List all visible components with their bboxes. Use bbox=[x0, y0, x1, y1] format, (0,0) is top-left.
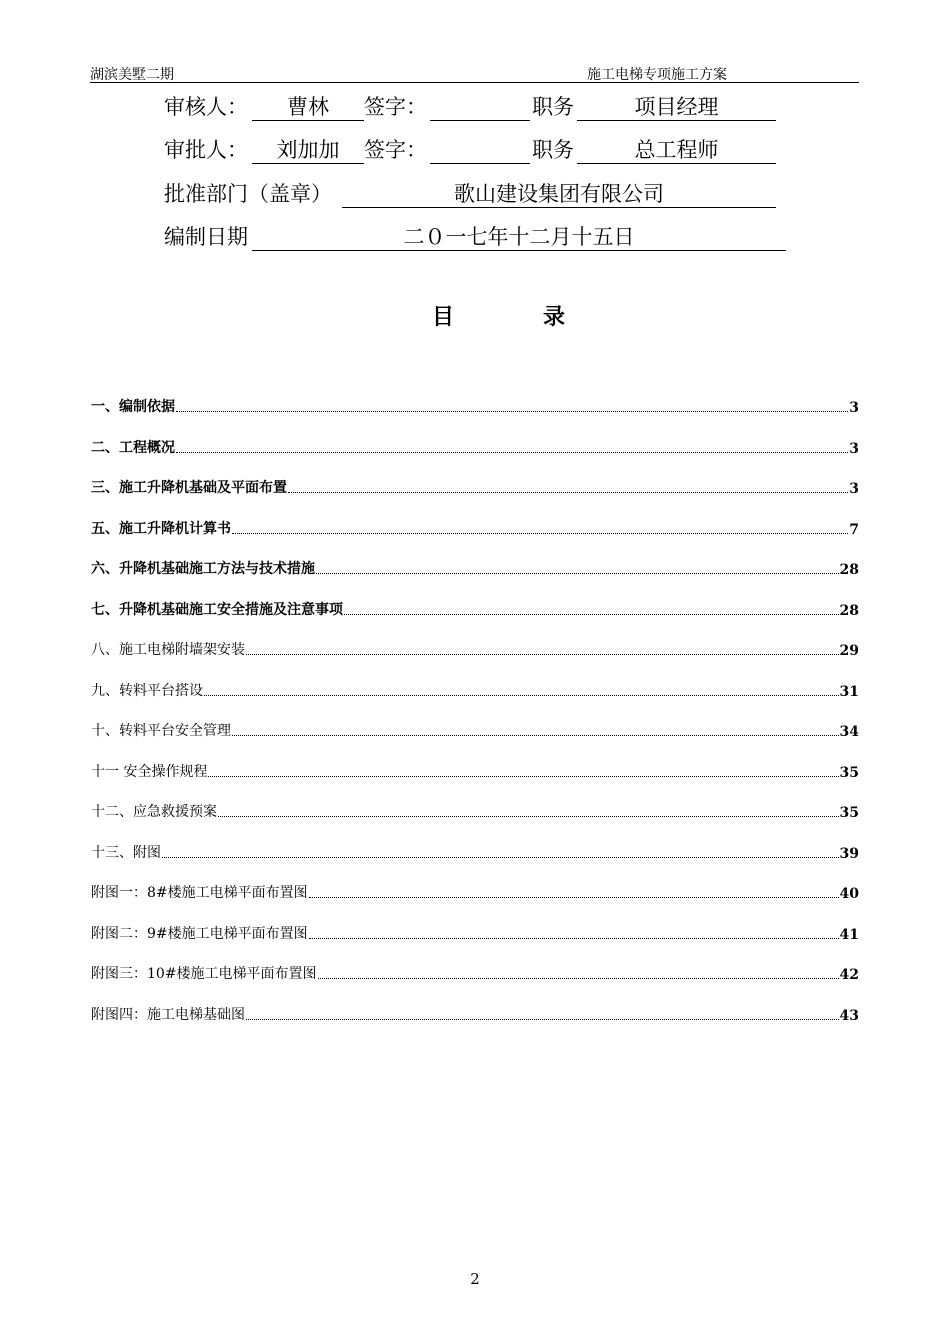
toc-entry-label: 三、施工升降机基础及平面布置 bbox=[91, 480, 287, 496]
toc-entry[interactable] bbox=[91, 963, 859, 983]
approver-position-label: 职务 bbox=[532, 138, 574, 162]
toc-entry[interactable] bbox=[91, 599, 859, 619]
approver-position: 总工程师 bbox=[577, 135, 776, 164]
header-rule bbox=[90, 82, 859, 83]
toc-leader-dots bbox=[204, 694, 839, 696]
toc-entry-page: 29 bbox=[839, 643, 859, 659]
toc-entry-label: 八、施工电梯附墙架安装 bbox=[91, 642, 245, 658]
page-header bbox=[90, 64, 858, 82]
toc-entry[interactable] bbox=[91, 882, 859, 902]
toc-entry-page: 31 bbox=[839, 684, 859, 700]
toc-leader-dots bbox=[316, 572, 839, 574]
toc-leader-dots bbox=[176, 410, 848, 412]
toc-entry[interactable] bbox=[91, 801, 859, 821]
toc-leader-dots bbox=[318, 977, 839, 979]
toc-leader-dots bbox=[309, 896, 839, 898]
header-document-title: 施工电梯专项施工方案 bbox=[587, 67, 727, 83]
toc-entry-page: 3 bbox=[849, 441, 859, 457]
toc-title-left: 目 bbox=[432, 304, 455, 330]
toc-entry-page: 40 bbox=[839, 886, 859, 902]
toc-entry-label: 附图二：9#楼施工电梯平面布置图 bbox=[91, 926, 308, 942]
toc-entry-label: 附图一：8#楼施工电梯平面布置图 bbox=[91, 885, 308, 901]
date-value: 二０一七年十二月十五日 bbox=[252, 222, 786, 251]
toc-entry-label: 五、施工升降机计算书 bbox=[91, 521, 231, 537]
toc-entry[interactable] bbox=[91, 720, 859, 740]
reviewer-sign-field bbox=[430, 92, 530, 121]
toc-entry[interactable] bbox=[91, 1004, 859, 1024]
toc-entry-page: 28 bbox=[839, 603, 859, 619]
toc-entry[interactable] bbox=[91, 558, 859, 578]
toc-entry-label: 九、转料平台搭设 bbox=[91, 683, 203, 699]
toc-entry[interactable] bbox=[91, 639, 859, 659]
toc-entry-page: 42 bbox=[839, 967, 859, 983]
reviewer-name: 曹林 bbox=[252, 92, 364, 121]
toc-entry-page: 35 bbox=[839, 805, 859, 821]
toc-entry-label: 十一 安全操作规程 bbox=[91, 764, 208, 780]
toc-entry[interactable] bbox=[91, 477, 859, 497]
toc-entry-label: 二、工程概况 bbox=[91, 440, 175, 456]
toc-entry-page: 28 bbox=[839, 562, 859, 578]
toc-entry-page: 43 bbox=[839, 1008, 859, 1024]
toc-entry[interactable] bbox=[91, 842, 859, 862]
toc-entry-label: 六、升降机基础施工方法与技术措施 bbox=[91, 561, 315, 577]
reviewer-sign-label: 签字： bbox=[364, 95, 427, 119]
reviewer-position: 项目经理 bbox=[577, 92, 776, 121]
toc-leader-dots bbox=[162, 856, 839, 858]
toc-entry-label: 十三、附图 bbox=[91, 845, 161, 861]
approver-name: 刘加加 bbox=[252, 135, 364, 164]
toc-leader-dots bbox=[309, 937, 839, 939]
toc-title-right: 录 bbox=[543, 304, 566, 330]
toc-leader-dots bbox=[218, 815, 839, 817]
toc-entry[interactable] bbox=[91, 437, 859, 457]
header-project-name: 湖滨美墅二期 bbox=[90, 67, 174, 83]
department-value: 歌山建设集团有限公司 bbox=[342, 179, 776, 208]
toc-leader-dots bbox=[232, 532, 848, 534]
toc-leader-dots bbox=[176, 451, 848, 453]
toc-entry-page: 39 bbox=[839, 846, 859, 862]
toc-entry-label: 十二、应急救援预案 bbox=[91, 804, 217, 820]
toc-entry[interactable] bbox=[91, 680, 859, 700]
toc-entry[interactable] bbox=[91, 761, 859, 781]
toc-leader-dots bbox=[246, 653, 839, 655]
approver-sign-field bbox=[430, 135, 530, 164]
page-number: 2 bbox=[470, 1270, 480, 1288]
approver-label: 审批人： bbox=[164, 138, 248, 162]
toc-entry[interactable] bbox=[91, 396, 859, 416]
toc-leader-dots bbox=[246, 1018, 839, 1020]
approver-sign-label: 签字： bbox=[364, 138, 427, 162]
toc-entry-page: 34 bbox=[839, 724, 859, 740]
department-label: 批准部门（盖章） bbox=[164, 182, 332, 206]
toc-leader-dots bbox=[208, 775, 838, 777]
toc-entry-page: 3 bbox=[849, 400, 859, 416]
toc-leader-dots bbox=[344, 613, 839, 615]
toc-entry-page: 3 bbox=[849, 481, 859, 497]
date-label: 编制日期 bbox=[164, 225, 248, 249]
toc-entry[interactable] bbox=[91, 923, 859, 943]
toc-entry-label: 附图三：10#楼施工电梯平面布置图 bbox=[91, 966, 317, 982]
toc-entry-label: 附图四：施工电梯基础图 bbox=[91, 1007, 245, 1023]
toc-entry[interactable] bbox=[91, 518, 859, 538]
reviewer-position-label: 职务 bbox=[532, 95, 574, 119]
toc-entry-label: 十、转料平台安全管理 bbox=[91, 723, 231, 739]
toc-entry-label: 七、升降机基础施工安全措施及注意事项 bbox=[91, 602, 343, 618]
toc-entry-page: 7 bbox=[849, 522, 859, 538]
toc-entry-page: 35 bbox=[839, 765, 859, 781]
toc-entry-label: 一、编制依据 bbox=[91, 399, 175, 415]
toc-leader-dots bbox=[232, 734, 839, 736]
reviewer-label: 审核人： bbox=[164, 95, 248, 119]
toc-leader-dots bbox=[288, 491, 848, 493]
toc-entry-page: 41 bbox=[839, 927, 859, 943]
